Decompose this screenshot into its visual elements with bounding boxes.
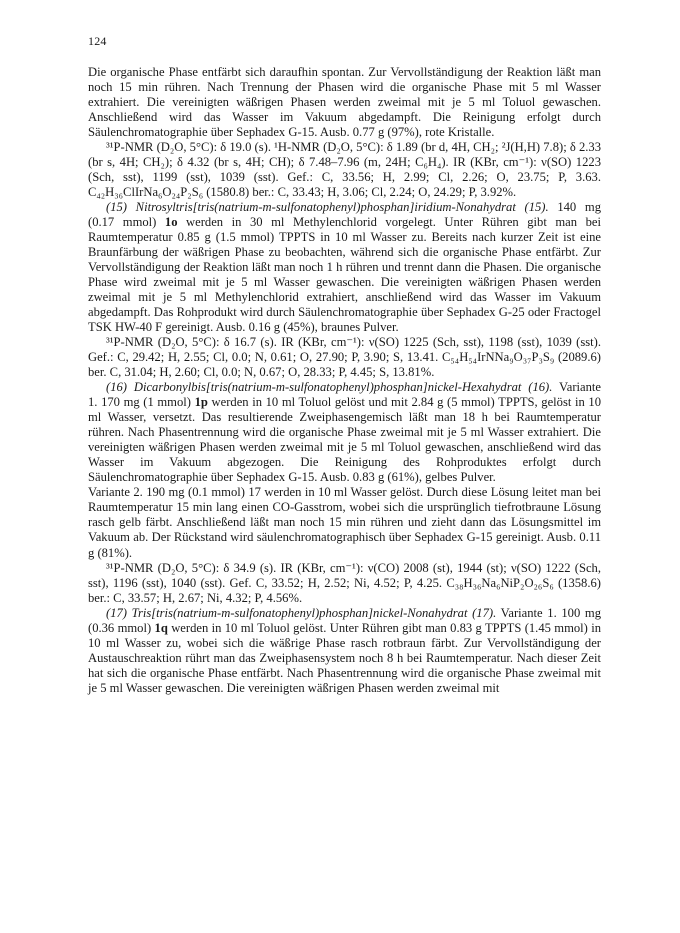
- paragraph-8-compound-17: [88, 606, 601, 696]
- compound-16-title: Dicarbonylbis[tris(natrium-m-sulfonatophenyl)phosphan]nickel-Hexahydrat (16).: [133, 380, 553, 395]
- paragraph-1: [88, 65, 601, 140]
- paragraph-4-spectra-15: [88, 335, 601, 380]
- compound-15-amount: 140 mg (0.17 mmol): [88, 200, 601, 230]
- compound-16-number: (16): [106, 380, 127, 395]
- paragraph-1-text: Die organische Phase entfärbt sich daraufhin spontan. Zur Vervollständigung der Reaktion läßt man noch 15 min rühren. Nach Trennung der Phasen wird die organische Phase mit 5 ml Wasser extrahiert. Die vereinigten wäßrigen Phasen werden zweimal mit je 5 ml Toluol gewaschen. Anschließend wird das Wasser im Vakuum abgedampft. Die Reinigung erfolgt durch Säulenchromatographie über Sephadex G-15. Ausb. 0.77 g (97%), rote Kristalle.: [88, 65, 601, 140]
- compound-15-text: werden in 30 ml Methylenchlorid vorgelegt. Unter Rühren gibt man bei Raumtemperatur 0.85 g (1.5 mmol) TPPTS in 10 ml Wasser zu. Bereits nach kurzer Zeit ist eine Braunfärbung der wäßrigen Phase zu beobachten, während sich die organische Phase entfärbt. Zur Vervollständigung der Reaktion läßt man noch 1 h rühren und trennt dann die Phasen. Die organische Phase wird zweimal mit je 5 ml Wasser gewaschen. Die vereinigten wäßrigen Phasen werden zweimal mit je 5 ml Methylenchlorid extrahiert, anschließend wird das Wasser im Vakuum abgedampft. Das Rohprodukt wird durch Säulenchromatographie über Sephadex G-25 oder Fractogel TSK HW-40 F gereinigt. Ausb. 0.16 g (45%), braunes Pulver.: [88, 215, 601, 335]
- compound-17-label: 1q: [154, 620, 168, 635]
- compound-15-label: 1o: [164, 215, 178, 230]
- paragraph-7-spectra-16: [88, 561, 601, 606]
- compound-15-number: (15): [106, 200, 127, 215]
- compound-15-title: Nitrosyltris[tris(natrium-m-sulfonatophenyl)phosphan]iridium-Nonahydrat (15).: [135, 200, 549, 215]
- paragraph-2-spectra-14: [88, 140, 601, 200]
- page-number: 124: [88, 34, 107, 48]
- body-text: [88, 65, 601, 696]
- paragraph-6-variant-2: [88, 485, 601, 560]
- compound-17-amount: Variante 1. 100 mg (0.36 mmol): [88, 605, 601, 635]
- compound-17-number: (17): [106, 605, 127, 620]
- compound-17-text: werden in 10 ml Toluol gelöst. Unter Rühren gibt man 0.83 g TPPTS (1.45 mmol) in 10 ml Wasser zu, wobei sich die wäßrige Phase rasch rotbraun färbt. Zur Vervollständigung der Austauschreaktion rührt man das Zweiphasensystem noch 8 h bei Raumtemperatur. Nach dieser Zeit hat sich die organische Phase entfärbt. Nach Phasentrennung wird die organische Phase zweimal mit je 5 ml Wasser gewaschen. Die vereinigten wäßrigen Phasen werden zweimal mit: [88, 620, 602, 695]
- compound-16-text: werden in 10 ml Toluol gelöst und mit 2.84 g (5 mmol) TPPTS, gelöst in 10 ml Wasser, versetzt. Das resultierende Zweiphasengemisch läßt man 18 h bei Raumtemperatur rühren. Nach Phasentrennung wird die organische Phase zweimal mit je 5 ml Wasser extrahiert. Die vereinigten wäßrigen Phasen werden zweimal mit je 5 ml Toluol gewaschen, anschließend wird das Wasser im Vakuum abgezogen. Die Reinigung des Rohproduktes erfolgt durch Säulenchromatographie über Sephadex G-15. Ausb. 0.83 g (61%), gelbes Pulver.: [88, 395, 601, 485]
- paragraph-6-text: Variante 2. 190 mg (0.1 mmol) 17 werden in 10 ml Wasser gelöst. Durch diese Lösung leitet man bei Raumtemperatur 15 min lang einen CO-Gasstrom, wobei sich die ursprünglich tiefrotbraune Lösung rasch gelb färbt. Anschließend läßt man noch 15 min rühren und zieht dann das Lösungsmittel im Vakuum ab. Der Rückstand wird säulenchromatographisch über Sephadex G-15 gereinigt. Ausb. 0.11 g (81%).: [88, 485, 601, 560]
- compound-16-amount: Variante 1. 170 mg (1 mmol): [88, 380, 601, 410]
- paragraph-2-text: ³¹P-NMR (D₂O, 5°C): δ 19.0 (s). ¹H-NMR (D₂O, 5°C): δ 1.89 (br d, 4H, CH₂; ²J(H,H) 7.8); δ 2.33 (br s, 4H; CH₂); δ 4.32 (br s, 4H; CH); δ 7.48–7.96 (m, 24H; C₆H₄). IR (KBr, cm⁻¹): ν(SO) 1223 (Sch, sst), 1199 (sst), 1039 (sst). Gef.: C, 33.56; H, 2.99; Cl, 2.26; O, 23.75; P, 3.63. C₄₂H₃₆ClIrNa₆O₂₄P₂S₆ (1580.8) ber.: C, 33.43; H, 3.06; Cl, 2.24; O, 24.29; P, 3.92%.: [88, 140, 601, 200]
- paragraph-5-compound-16: [88, 380, 601, 485]
- compound-16-label: 1p: [194, 395, 208, 410]
- paragraph-3-compound-15: [88, 200, 601, 335]
- paragraph-7-text: ³¹P-NMR (D₂O, 5°C): δ 34.9 (s). IR (KBr, cm⁻¹): ν(CO) 2008 (st), 1944 (st); ν(SO) 1222 (Sch, sst), 1196 (sst), 1040 (sst). Gef. C, 33.52; H, 2.52; Ni, 4.52; P, 4.25. C₃₈H₃₆Na₆NiP₂O₂₆S₆ (1358.6) ber.: C, 33.57; H, 2.67; Ni, 4.32; P, 4.56%.: [88, 560, 601, 605]
- compound-17-title: Tris[tris(natrium-m-sulfonatophenyl)phosphan]nickel-Nonahydrat (17).: [131, 605, 497, 620]
- paragraph-4-text: ³¹P-NMR (D₂O, 5°C): δ 16.7 (s). IR (KBr, cm⁻¹): ν(SO) 1225 (Sch, sst), 1198 (sst), 1039 (sst). Gef.: C, 29.42; H, 2.55; Cl, 0.0; N, 0.61; O, 27.90; P, 3.90; S, 13.41. C₅₄H₅₄IrNNa₉O₃₇P₃S₉ (2089.6) ber. C, 31.04; H, 2.60; Cl, 0.0; N, 0.67; O, 28.33; P, 4.45; S, 13.81%.: [88, 335, 601, 380]
